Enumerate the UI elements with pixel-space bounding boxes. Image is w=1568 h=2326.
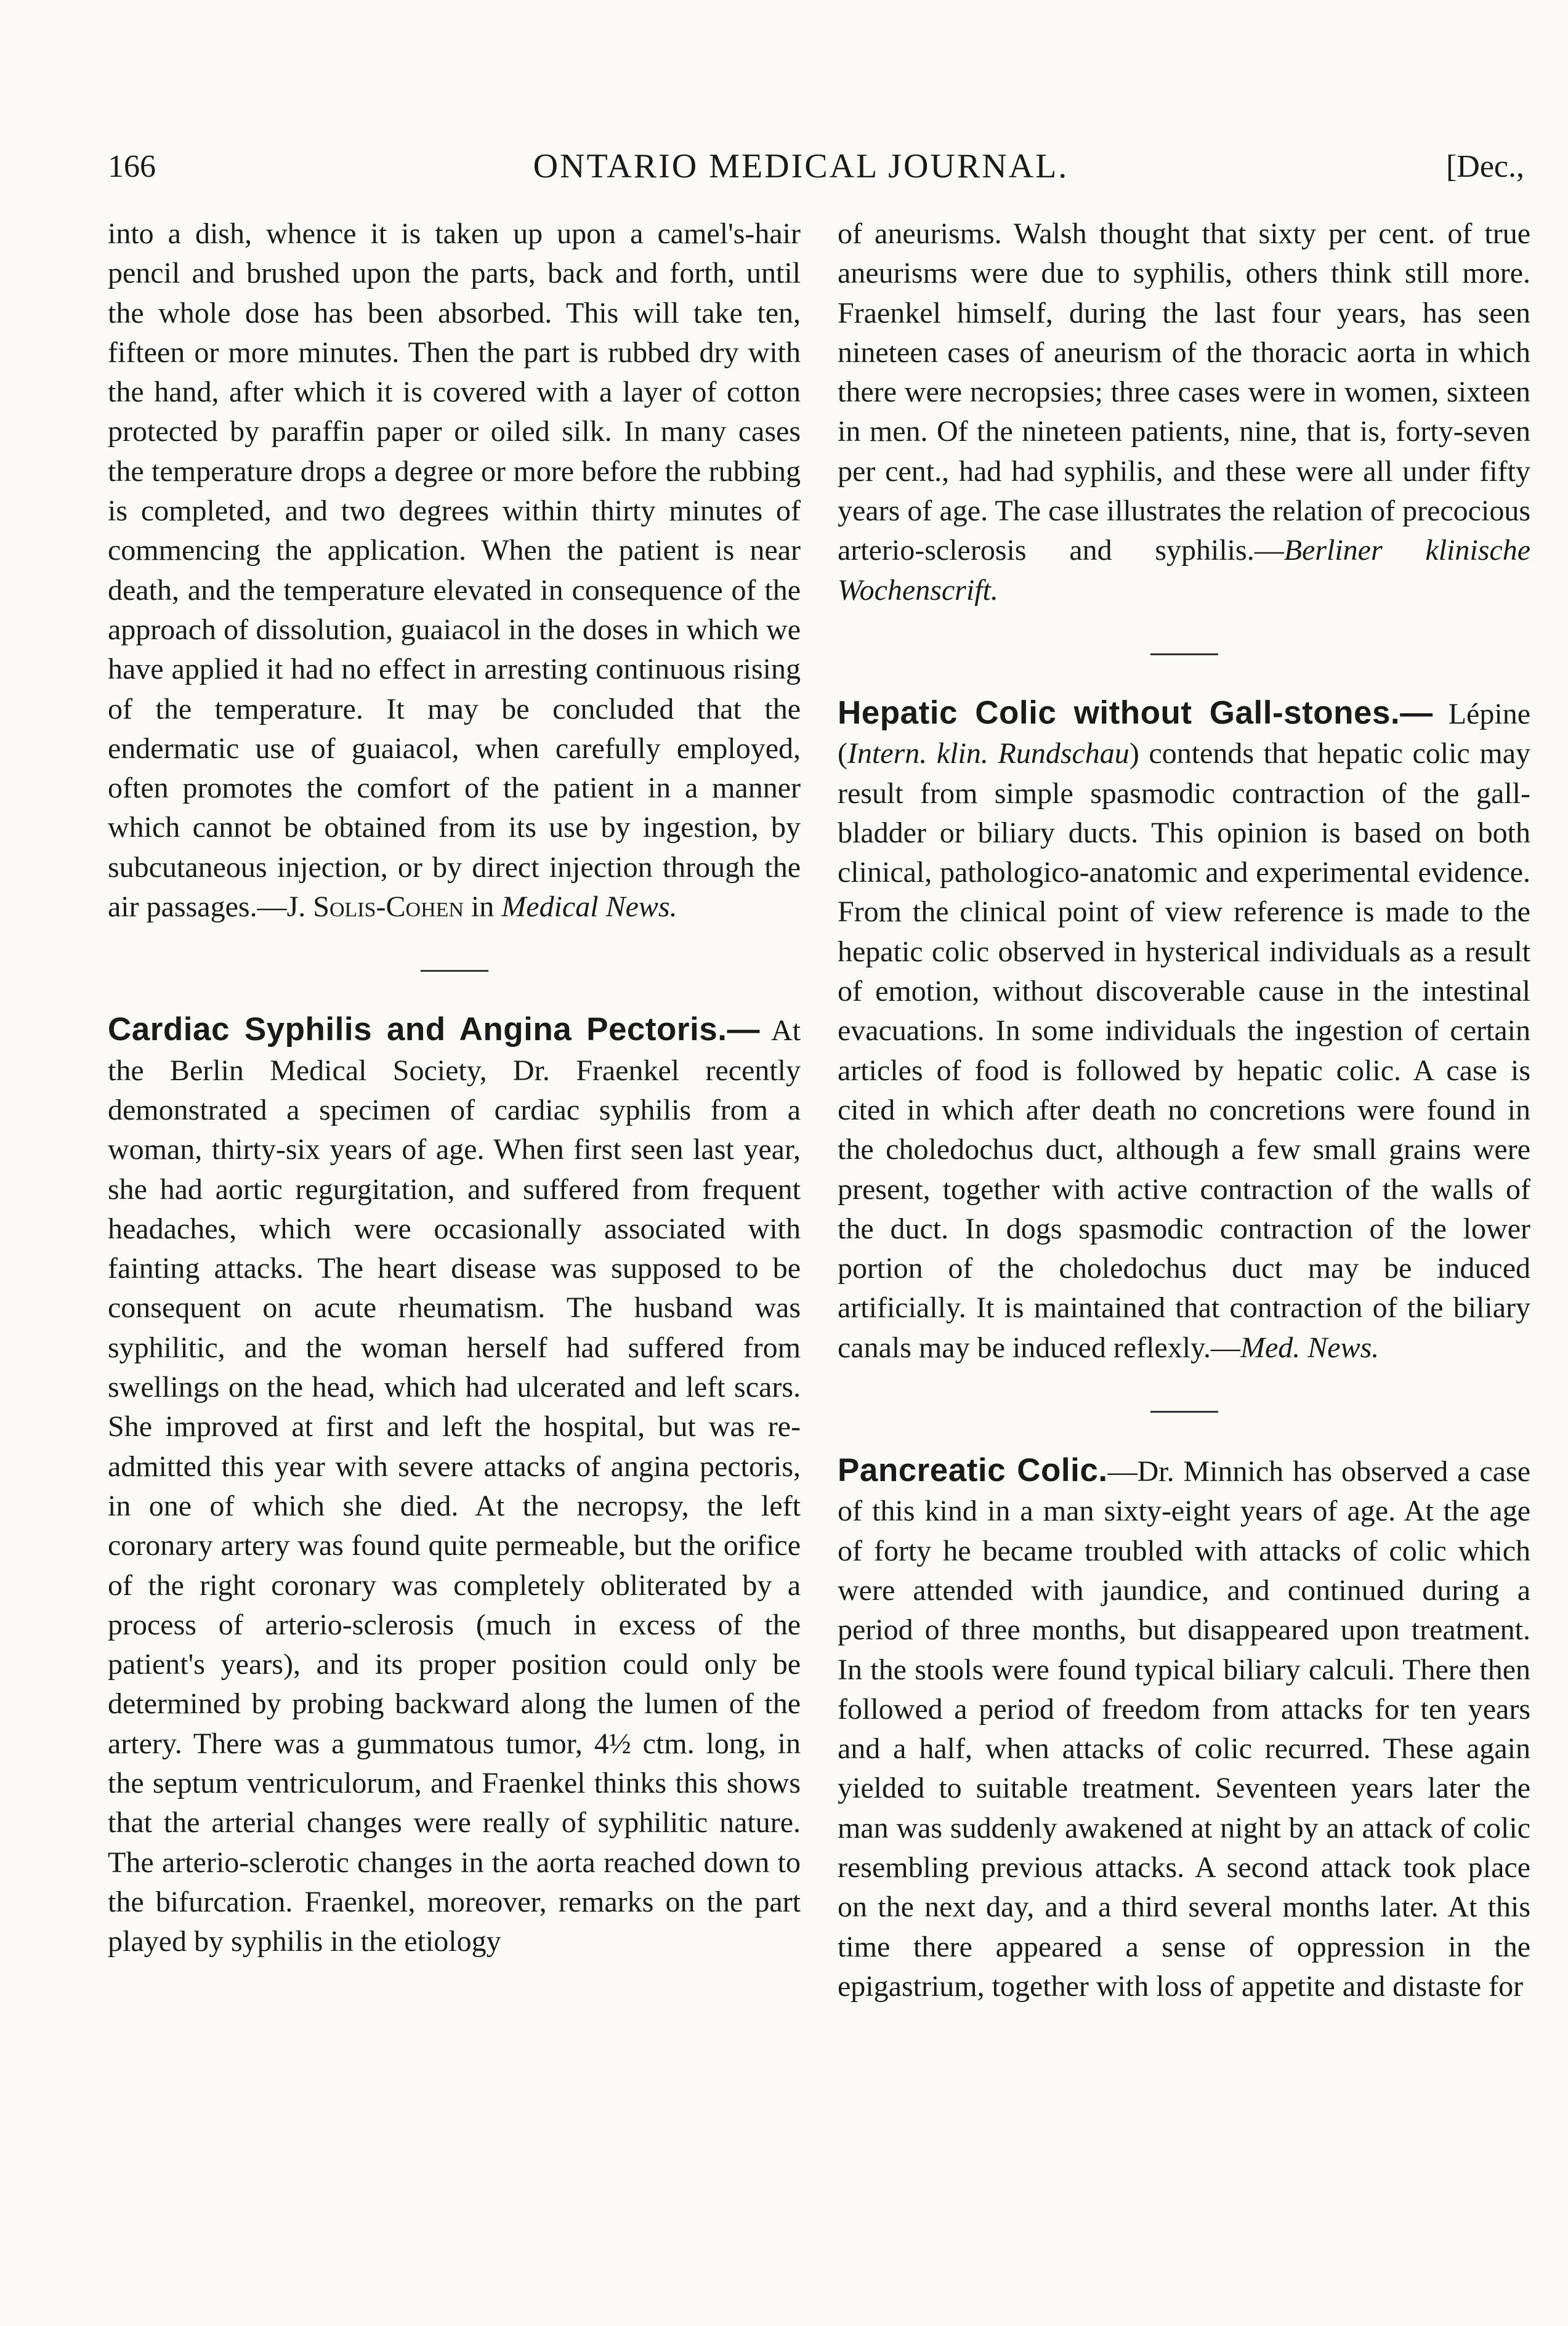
article-title: Pancreatic Colic. [838,1452,1108,1489]
continuation-text: into a dish, whence it is taken up upon a camel's-hair pencil and brushed upon the parts, back and forth, until the whole dose has been absorbed. This will take ten, fifteen or more minutes. Then the part is rubbed dry with the hand, after which it is covered with a layer of cotton protected by paraffin paper or oiled silk. In many cases the temperature drops a degree or more before the rubbing is completed, and two degrees within thirty minutes of commencing the application. When the patient is near death, and the temperature elevated in consequence of the approach of dissolution, guaiacol in the doses in which we have applied it had no effect in arresting continuous rising of the temperature. It may be concluded that the endermatic use of guaiacol, when carefully employed, often promotes the comfort of the patient in a manner which cannot be obtained from its use by ingestion, by subcutaneous injection, or by direct injection through the air passages.—J. [108,217,801,924]
running-header [108,139,1524,194]
author-name: Solis-Cohen [313,890,464,924]
article-separator [1150,1411,1218,1413]
article-body: —Dr. Minnich has observed a case of this kind in a man sixty-eight years of age. At the age of forty he became troubled with attacks of colic which were attended with jaundice, and continued during a period of three months, but disappeared upon treatment. In the stools were found typical biliary calculi. There then followed a period of freedom from attacks for ten years and a half, when attacks of colic recurred. These again yielded to suitable treatment. Seventeen years later the man was suddenly awakened at night by an attack of colic resembling previous attacks. A second attack took place on the next day, and a third several months later. At this time there appeared a sense of oppression in the epigastrium, together with loss of appetite and distaste for [838,1455,1530,2003]
article-body: ) contends that hepatic colic may result from simple spasmodic contraction of the gall-bladder or biliary ducts. This opinion is based on both clinical, pathologico-anatomic and experimental evidence. From the clinical point of view reference is made to the hepatic colic observed in hysterical individuals as a result of emotion, without discoverable cause in the intestinal evacuations. In some individuals the ingestion of certain articles of food is followed by hepatic colic. A case is cited in which after death no concretions were found in the choledochus duct, although a few small grains were present, together with active contraction of the walls of the duct. In dogs spasmodic contraction of the lower portion of the choledochus duct may be induced artificially. It is maintained that contraction of the biliary canals may be induced reflexly.— [838,737,1530,1364]
article-body: At the Berlin Medical Society, Dr. Fraenkel recently demonstrated a specimen of cardiac syphilis from a woman, thirty-six years of age. When first seen last year, she had aortic regurgitation, and suffered from frequent headaches, which were occasionally associated with fainting attacks. The heart disease was supposed to be consequent on acute rheumatism. The husband was syphilitic, and the woman herself had suffered from swellings on the head, which had ulcerated and left scars. She improved at first and left the hospital, but was re-admitted this year with severe attacks of angina pectoris, in one of which she died. At the necropsy, the left coronary artery was found quite permeable, but the orifice of the right coronary was completely obliterated by a process of arterio-sclerosis (much in excess of the patient's years), and its proper position could only be determined by probing backward along the lumen of the artery. There was a gummatous tumor, 4½ ctm. long, in the septum ventriculorum, and Fraenkel thinks this shows that the arterial changes were really of syphilitic nature. The arterio-sclerotic changes in the aorta reached down to the bifurcation. Fraenkel, moreover, remarks on the part played by syphilis in the etiology [108,1014,801,1958]
source-citation: Med. News. [1240,1331,1380,1364]
source-citation: Medical News. [501,890,677,924]
guaiacol-article-continuation [108,214,801,927]
article-title: Cardiac Syphilis and Angina Pectoris.— [108,1011,760,1048]
right-column [838,214,1530,2006]
author-lead: Lépine ( [838,697,1530,770]
page-number: 166 [108,148,156,184]
continuation-text: of aneurisms. Walsh thought that sixty per cent. of true aneurisms were due to syphilis, others think still more. Fraenkel himself, during the last four years, has seen nineteen cases of aneurism of the thoracic aorta in which there were necropsies; three cases were in women, sixteen in men. Of the nineteen patients, nine, that is, forty-seven per cent., had had syphilis, and these were all under fifty years of age. The case illustrates the relation of precocious arterio-sclerosis and syphilis.— [838,217,1530,567]
in-word: in [471,890,495,924]
article-separator [421,970,488,972]
left-column [108,214,801,1961]
article-title: Hepatic Colic without Gall-stones.— [838,694,1433,731]
author-source: Intern. klin. Rundschau [847,737,1130,770]
source-citation: Berliner klinische Wochenscrift. [838,534,1531,607]
journal-title: ONTARIO MEDICAL JOURNAL. [533,147,1069,185]
aneurism-continuation [838,214,1530,610]
issue-date: [Dec., [1445,148,1524,184]
article-separator [1150,653,1218,655]
